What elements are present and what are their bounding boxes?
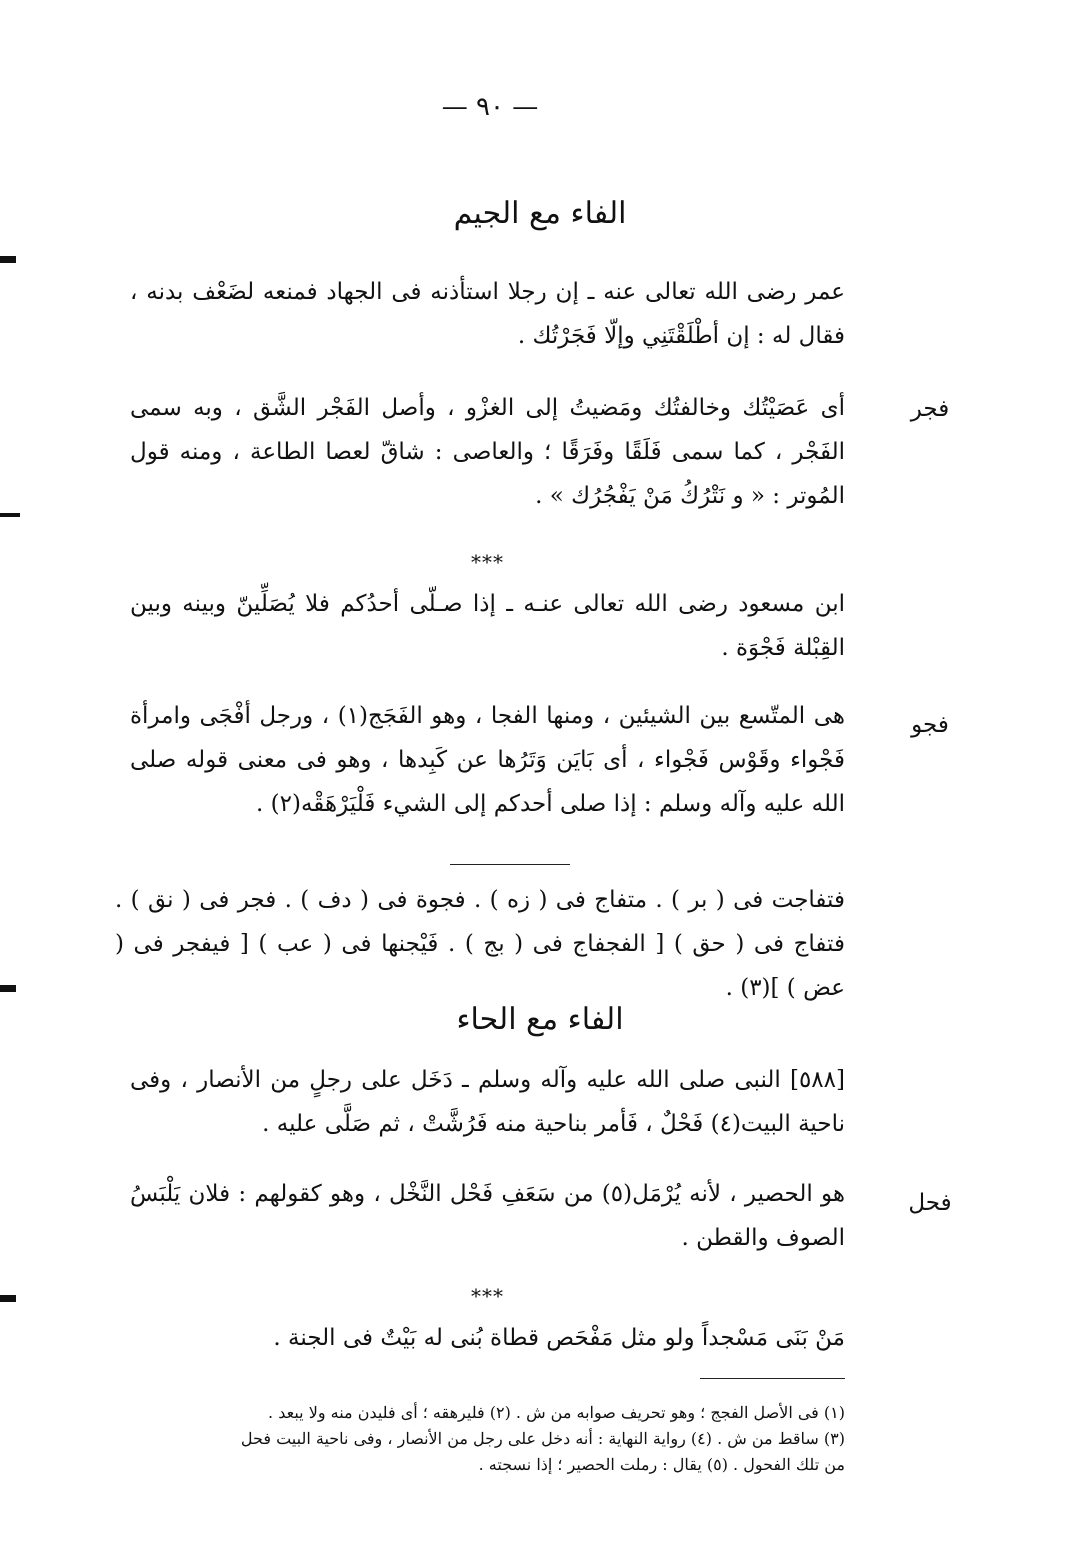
entry-hadith-umar: عمر رضى الله تعالى عنه ـ إن رجلا استأذنه فى الجهاد فمنعه لضَعْف بدنه ، فقال له : إن أطْلَقْتَنِي وإلّا فَجَرْتُك . — [130, 279, 846, 349]
footnote-line-1: (١) فى الأصل الفجج ؛ وهو تحريف صوابه من ش . (٢) فليرهقه ؛ أى فليدن منه ولا يبعد . — [268, 1403, 845, 1422]
entry-separator: *** — [471, 550, 504, 574]
divider-rule — [450, 864, 570, 865]
section-title-fa-ha: الفاء مع الحاء — [456, 1002, 624, 1037]
entry-hadith-588: [٥٨٨] النبى صلى الله عليه وآله وسلم ـ دَخَل على رجلٍ من الأنصار ، وفى ناحية البيت(٤) فَحْلٌ ، فَأمر بناحية منه فَرُشَّتْ ، ثم صَلَّى عليه . — [130, 1067, 845, 1137]
gloss-fajw: هى المتّسع بين الشيئين ، ومنها الفجا ، وهو الفَجَج(١) ، ورجل أفْجَى وامرأة فَجْواء وقَوْس فَجْواء ، أى بَايَن وَتَرُها عن كَبِدها ، وهو فى معنى قوله صلى الله عليه وآله وسلم : إذا صلى أحدكم إلى الشيء فَلْيَرْهَقْه(٢) . — [130, 703, 845, 817]
keyword-fahl: فحل — [908, 1190, 952, 1216]
scan-edge-mark — [0, 1295, 16, 1302]
keyword-fajr: فجر — [910, 396, 950, 422]
page-number: — ٩٠ — — [441, 92, 539, 122]
entry-hadith-ibn-masud: ابن مسعود رضى الله تعالى عنـه ـ إذا صـلّى أحدُكم فلا يُصَلِّينّ وبينه وبين القِبْلة فَجْوَة . — [130, 591, 845, 661]
scan-edge-mark — [0, 256, 16, 263]
scan-edge-mark — [0, 985, 16, 992]
gloss-fajr: أى عَصَيْتُك وخالفتُك ومَضيتُ إلى الغزْو ، وأصل الفَجْر الشَّق ، وبه سمى الفَجْر ، كما سمى فَلَقًا وفَرَقًا ؛ والعاصى : شاقّ لعصا الطاعة ، ومنه قول المُوتر : « و نَتْرُكُ مَنْ يَفْجُرُك » . — [130, 395, 845, 509]
entry-separator: *** — [471, 1284, 504, 1308]
footnote-line-3: من تلك الفحول . (٥) يقال : رملت الحصير ؛ إذا نسجته . — [478, 1455, 845, 1474]
scan-edge-mark — [0, 513, 20, 517]
entry-hadith-masjid: مَنْ بَنَى مَسْجداً ولو مثل مَفْحَص قطاة بُنى له بَيْتٌ فى الجنة . — [273, 1325, 845, 1351]
keyword-fajw: فجو — [911, 712, 949, 738]
gloss-fahl: هو الحصير ، لأنه يُرْمَل(٥) من سَعَفِ فَحْل النَّخْل ، وهو كقولهم : فلان يَلْبَسُ الصوف والقطن . — [130, 1181, 845, 1251]
cross-references: فتفاجت فى ( بر ) . متفاج فى ( زه ) . فجوة فى ( دف ) . فجر فى ( نق ) . فتفاج فى ( حق ) [ الفجفاج فى ( بج ) . فَيْجنها فى ( عب ) [ فيفجر فى ( عض ) ](٣) . — [115, 887, 845, 1001]
footnote-line-2: (٣) ساقط من ش . (٤) رواية النهاية : أنه دخل على رجل من الأنصار ، وفى ناحية البيت فحل — [240, 1429, 845, 1448]
footnote-rule — [700, 1378, 845, 1379]
section-title-fa-jim: الفاء مع الجيم — [453, 196, 627, 231]
